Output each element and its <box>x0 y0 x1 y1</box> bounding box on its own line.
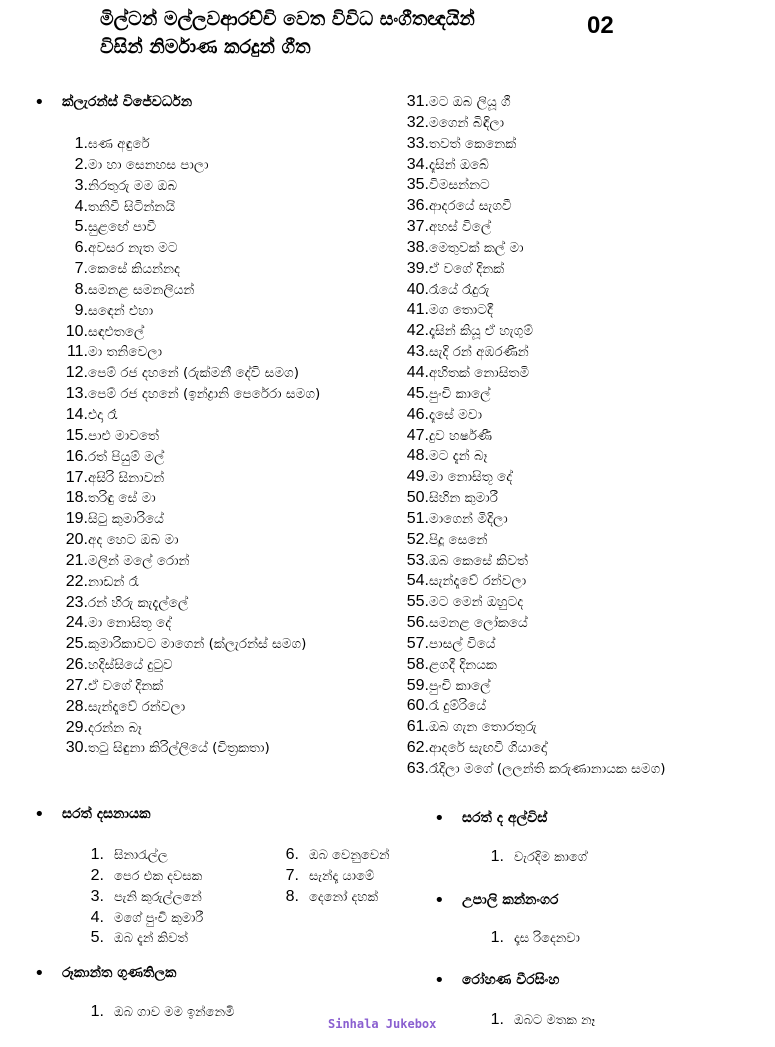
list-item-number: 45. <box>406 384 429 402</box>
song-title: ඒ වගේ දිනක් <box>88 677 164 694</box>
song-list-sarath-dasanayaka-2 <box>285 845 390 908</box>
list-item <box>403 300 666 321</box>
list-item-number: 23. <box>65 593 88 611</box>
song-title: එදා රෑ <box>88 406 118 423</box>
song-title: ඒ වගේ දිනක් <box>429 260 505 277</box>
list-item-number: 48. <box>406 447 429 465</box>
list-item-number: 62. <box>406 739 429 757</box>
list-item-number: 7. <box>285 866 299 884</box>
song-title: අද හෙට ඔබ මා <box>88 532 179 549</box>
list-item <box>42 155 320 176</box>
song-title: දුව හර්ෂණී <box>429 427 493 444</box>
list-item-number: 1. <box>90 846 104 863</box>
list-item-number: 41. <box>406 301 429 319</box>
song-title: මෙතුවක් කල් මා <box>429 239 524 256</box>
list-item <box>285 887 390 908</box>
song-title: කෙසේ කියන්නද <box>88 261 180 278</box>
list-item <box>42 509 320 530</box>
list-item <box>403 113 666 134</box>
song-title: අහිතක් නොසිතමි <box>429 364 530 381</box>
list-item <box>90 908 203 929</box>
song-title: පුංචි කාලේ <box>429 677 491 694</box>
song-title: සිහින කුමාරී <box>429 490 498 507</box>
song-title: සිනාරැල්ල <box>114 848 168 863</box>
list-item <box>42 613 320 634</box>
song-title: මග තොටදී <box>429 302 493 319</box>
bullet-icon: • <box>434 808 445 829</box>
list-item <box>403 530 666 551</box>
list-item-number: 39. <box>406 259 429 277</box>
song-title: ආදරයේ සැගවී <box>429 198 512 215</box>
list-item <box>403 384 666 405</box>
song-title: පෙර එක දවසක <box>114 868 203 884</box>
list-item-number: 51. <box>406 509 429 527</box>
list-item <box>90 845 203 866</box>
list-item-number: 29. <box>65 718 88 736</box>
list-item-number: 28. <box>65 697 88 715</box>
list-item-number: 1. <box>490 848 504 865</box>
list-item-number: 4. <box>90 908 104 926</box>
list-item <box>403 175 666 196</box>
list-item-number: 58. <box>406 655 429 673</box>
list-item-number: 46. <box>406 405 429 423</box>
song-title: තටු සිඳුනා කිරිල්ලියේ (චිත්‍රකතා) <box>88 740 270 757</box>
page-title-line1: මිල්ටන් මල්ලවආරච්චි වෙත විවිධ සංගීතඥයින් <box>100 8 475 30</box>
list-item-number: 3. <box>90 887 104 905</box>
list-item <box>42 426 320 447</box>
list-item <box>403 405 666 426</box>
list-item-number: 42. <box>406 322 429 340</box>
list-item-number: 24. <box>65 614 88 632</box>
list-item-number: 3. <box>74 176 88 194</box>
song-title: ඔබ ගැන තොරතුරු <box>429 719 537 736</box>
list-item <box>42 593 320 614</box>
song-title: වැරදිම කාගේ <box>514 850 588 865</box>
list-item <box>90 1002 234 1023</box>
song-title: කුමාරිකාවට මාගෙන් (ක්ලැරන්ස් සමග) <box>88 636 307 653</box>
song-title: මට දැන් බෑ <box>429 448 488 465</box>
list-item <box>490 847 587 868</box>
list-item <box>42 634 320 655</box>
song-list-sarath-dasanayaka-1 <box>90 845 203 949</box>
list-item <box>42 447 320 468</box>
list-item-number: 26. <box>65 656 88 674</box>
song-list-clarence-1 <box>42 134 320 759</box>
list-item <box>42 488 320 509</box>
list-item-number: 53. <box>406 551 429 569</box>
list-item-number: 61. <box>406 718 429 736</box>
list-item-number: 30. <box>65 739 88 757</box>
list-item <box>42 655 320 676</box>
list-item <box>42 530 320 551</box>
song-title: ඔබ ගාව මම ඉන්නෙමි <box>114 1005 235 1020</box>
list-item <box>42 197 320 218</box>
list-item-number: 10. <box>65 322 88 340</box>
list-item <box>42 405 320 426</box>
list-item <box>90 866 203 887</box>
song-list-rohana <box>490 1010 595 1031</box>
song-title: දෑසේ මවා <box>429 406 483 423</box>
song-title: දෑසින් කියූ ඒ හැගුම් <box>429 323 534 340</box>
list-item <box>403 342 666 363</box>
list-item <box>90 928 203 949</box>
list-item-number: 59. <box>406 676 429 694</box>
song-title: පාළු මාවතේ <box>88 427 160 444</box>
list-item <box>42 572 320 593</box>
list-item <box>42 134 320 155</box>
list-item <box>285 866 390 887</box>
page-title-line2: විසින් නිර්මාණ කරදුන් ගීත <box>100 36 311 58</box>
song-list-clarence-2 <box>403 92 666 780</box>
song-title: මගෙන් බිඳිලා <box>429 114 505 131</box>
list-item-number: 32. <box>406 113 429 131</box>
list-item-number: 18. <box>65 489 88 507</box>
list-item-number: 20. <box>65 531 88 549</box>
list-item <box>403 155 666 176</box>
list-item <box>403 134 666 155</box>
list-item <box>42 718 320 739</box>
list-item-number: 4. <box>74 197 88 215</box>
section-heading-rohana: රෝහණ වීරසිංහ <box>462 972 560 988</box>
list-item <box>42 468 320 489</box>
list-item-number: 6. <box>74 239 88 257</box>
list-item <box>403 551 666 572</box>
list-item <box>403 592 666 613</box>
list-item-number: 57. <box>406 634 429 652</box>
bullet-icon: • <box>434 970 445 991</box>
list-item-number: 13. <box>65 385 88 403</box>
song-list-sarath-de-alwis <box>490 847 587 868</box>
list-item-number: 44. <box>406 363 429 381</box>
song-title: විමසන්නට <box>429 177 490 194</box>
song-title: ඔබ කෙසේ කිවත් <box>429 552 528 569</box>
bullet-icon: • <box>34 963 45 984</box>
list-item <box>403 259 666 280</box>
song-title: ඔබ වෙනුවෙන් <box>309 848 390 863</box>
list-item <box>403 321 666 342</box>
page-number: 02 <box>587 12 614 39</box>
list-item <box>42 738 320 759</box>
song-title: රෑයේ රෑදුරු <box>429 281 490 298</box>
list-item <box>42 342 320 363</box>
list-item <box>42 551 320 572</box>
list-item-number: 8. <box>74 280 88 298</box>
song-title: මා නොසිතූ දේ <box>88 615 172 632</box>
list-item <box>42 176 320 197</box>
list-item <box>490 928 580 949</box>
list-item-number: 50. <box>406 489 429 507</box>
song-title: තරිඳු සේ මා <box>88 490 156 507</box>
list-item-number: 40. <box>406 280 429 298</box>
song-title: ඝණ අඳුරේ <box>88 136 150 152</box>
list-item-number: 33. <box>406 134 429 152</box>
song-title: පාසල් වියේ <box>429 635 496 652</box>
song-list-upali <box>490 928 580 949</box>
song-title: අවසර නැත මට <box>88 240 178 257</box>
song-title: සැදි රන් අඹරණින් <box>429 344 529 361</box>
list-item-number: 52. <box>406 530 429 548</box>
song-title: සමනළ ලෝකයේ <box>429 615 528 632</box>
song-title: සඳළුතලේ <box>88 323 145 340</box>
list-item <box>42 363 320 384</box>
list-item <box>403 676 666 697</box>
song-title: දෙනෝ දහක් <box>309 889 379 905</box>
list-item-number: 16. <box>65 447 88 465</box>
list-item <box>403 509 666 530</box>
song-title: සැන්දෑවේ රන්වලා <box>88 698 186 715</box>
list-item <box>42 322 320 343</box>
list-item-number: 14. <box>65 405 88 423</box>
song-list-rukantha <box>90 1002 234 1023</box>
list-item-number: 43. <box>406 343 429 361</box>
song-title: මාගෙන් මිදිලා <box>429 510 508 527</box>
list-item-number: 49. <box>406 468 429 486</box>
list-item-number: 21. <box>65 551 88 569</box>
song-title: මා හා සෙනහස පාලා <box>88 156 209 173</box>
song-title: ඔබ දැන් කිවත් <box>114 931 188 947</box>
song-title: මගේ පුංචි කුමාරී <box>114 910 204 926</box>
bullet-icon: • <box>34 92 45 113</box>
song-title: තවත් කෙනෙක් <box>429 135 517 152</box>
list-item <box>403 759 666 780</box>
list-item <box>42 238 320 259</box>
song-title: ඔබට මතක නෑ <box>514 1013 596 1028</box>
list-item <box>403 196 666 217</box>
list-item <box>42 301 320 322</box>
list-item <box>403 571 666 592</box>
list-item-number: 37. <box>406 218 429 236</box>
song-title: තනිවී සිටින්නයි <box>88 198 175 215</box>
list-item <box>403 446 666 467</box>
song-title: මට ඔබ ලියූ ගී <box>429 94 511 110</box>
song-title: රෑ දුම්රියේ <box>429 698 487 715</box>
song-title: මට මෙන් ඔහුටද <box>429 594 524 611</box>
bullet-icon: • <box>434 890 445 911</box>
song-title: පුංචි කාලේ <box>429 385 491 402</box>
list-item <box>42 217 320 238</box>
list-item <box>403 217 666 238</box>
song-title: රෑදිලා මගේ (ලලන්ති කරුණානායක සමග) <box>429 761 666 777</box>
list-item-number: 9. <box>74 301 88 319</box>
list-item <box>403 92 666 113</box>
list-item-number: 17. <box>65 468 88 486</box>
list-item-number: 27. <box>65 676 88 694</box>
list-item <box>403 238 666 259</box>
list-item-number: 55. <box>406 593 429 611</box>
song-title: දෑසින් ඔබේ <box>429 156 489 173</box>
list-item-number: 11. <box>66 343 88 361</box>
list-item <box>42 259 320 280</box>
list-item-number: 1. <box>490 929 504 946</box>
song-title: සමනළ සමනලියන් <box>88 281 195 298</box>
song-title: නිරතුරු මම ඔබ <box>88 177 178 194</box>
list-item-number: 25. <box>65 635 88 653</box>
song-title: පිදූ සෙනේ <box>429 531 488 548</box>
list-item <box>42 676 320 697</box>
list-item-number: 5. <box>90 929 104 947</box>
list-item <box>42 697 320 718</box>
list-item-number: 35. <box>406 176 429 194</box>
section-heading-sarath-de-alwis: සරත් ද අල්විස් <box>462 810 548 826</box>
song-title: මා නොසිතූ දේ <box>429 469 513 486</box>
list-item-number: 34. <box>406 155 429 173</box>
section-heading-clarence: ක්ලැරන්ස් විජේවර්ධන <box>62 94 193 110</box>
list-item-number: 38. <box>406 238 429 256</box>
list-item-number: 8. <box>285 887 299 905</box>
list-item <box>285 845 390 866</box>
song-title: දෑස රිදෙනවා <box>514 931 580 946</box>
section-heading-rukantha: රූකාන්ත ගුණතිලක <box>62 965 177 981</box>
watermark: Sinhala Jukebox <box>328 1017 437 1031</box>
list-item <box>403 655 666 676</box>
song-title: සඳෙන් එහා <box>88 302 154 319</box>
song-title: පැනි කුරුල්ලනේ <box>114 889 202 905</box>
list-item-number: 56. <box>406 614 429 632</box>
list-item <box>403 738 666 759</box>
list-item <box>403 488 666 509</box>
list-item <box>403 696 666 717</box>
list-item-number: 22. <box>65 572 88 590</box>
list-item-number: 47. <box>406 426 429 444</box>
list-item-number: 12. <box>65 364 88 382</box>
song-title: රන් හිරු කැදැල්ලේ <box>88 594 189 611</box>
list-item <box>403 426 666 447</box>
list-item-number: 1. <box>90 1003 104 1020</box>
list-item <box>403 717 666 738</box>
list-item <box>42 280 320 301</box>
song-title: සැන්දෑ යාමේ <box>309 868 375 884</box>
list-item <box>403 363 666 384</box>
list-item <box>90 887 203 908</box>
list-item <box>490 1010 595 1031</box>
list-item-number: 1. <box>74 135 88 152</box>
song-title: පෙම් රජ දහනේ (ඉන්ද්‍රානි පෙරේරා සමග) <box>88 386 321 403</box>
song-title: අහස් විලේ <box>429 219 492 236</box>
song-title: අසිරි සිනාවන් <box>88 469 165 486</box>
list-item-number: 15. <box>65 426 88 444</box>
song-title: හදිස්සියේ දුටුව <box>88 657 173 674</box>
list-item-number: 19. <box>65 510 88 528</box>
section-heading-upali: උපාලි කන්නංගර <box>462 892 559 908</box>
list-item <box>403 634 666 655</box>
section-heading-sarath-dasanayaka: සරත් දසනායක <box>62 806 151 822</box>
song-title: මලින් මලේ රොන් <box>88 552 190 569</box>
song-title: නාඩන් රෑ <box>88 573 139 590</box>
list-item-number: 63. <box>406 760 429 777</box>
list-item <box>403 467 666 488</box>
list-item-number: 60. <box>406 697 429 715</box>
song-title: දරන්න බෑ <box>88 719 142 736</box>
list-item-number: 7. <box>74 260 88 278</box>
list-item-number: 2. <box>74 155 88 173</box>
list-item-number: 36. <box>406 197 429 215</box>
list-item-number: 5. <box>74 218 88 236</box>
song-title: සැන්දෑවේ රන්වලා <box>429 573 527 590</box>
song-title: සිටු කුමාරියේ <box>88 511 164 528</box>
song-title: ළගදී දිනයක <box>429 656 497 673</box>
song-title: මා තනිවෙලා <box>88 344 163 361</box>
list-item <box>42 384 320 405</box>
bullet-icon: • <box>34 804 45 825</box>
song-title: ආදරේ සැඟවී ගියාදෝ <box>429 740 547 757</box>
song-title: රත් පියුම් මල් <box>88 448 165 465</box>
list-item-number: 31. <box>406 93 429 110</box>
song-title: සුළඟේ පාවී <box>88 219 157 236</box>
list-item-number: 1. <box>490 1011 504 1028</box>
song-title: පෙම් රජ දහනේ (රුක්මනී දේවි සමග) <box>88 365 299 382</box>
list-item <box>403 280 666 301</box>
list-item-number: 54. <box>406 572 429 590</box>
list-item-number: 6. <box>285 846 299 863</box>
list-item-number: 2. <box>90 866 104 884</box>
list-item <box>403 613 666 634</box>
